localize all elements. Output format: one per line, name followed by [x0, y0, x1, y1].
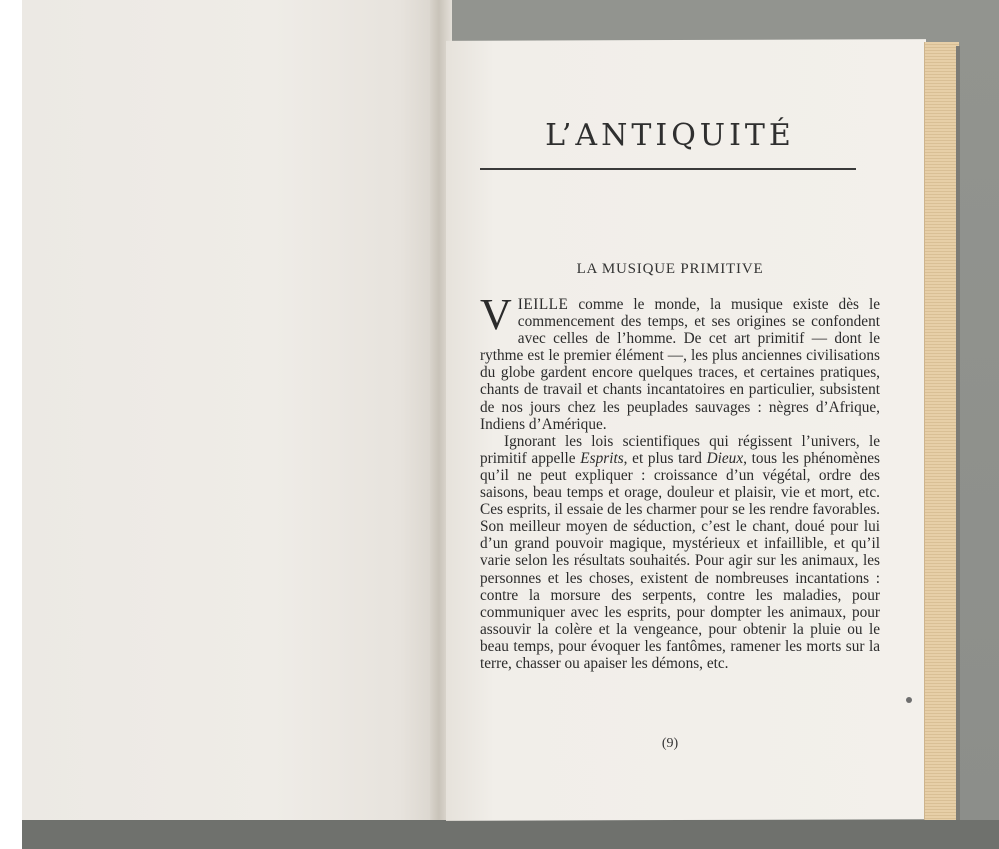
- chapter-title: L’ANTIQUITÉ: [545, 118, 795, 153]
- paragraph-2-text-a: Ignorant les lois scientifiques qui régissent l’univers, le primitif appelle: [480, 432, 880, 467]
- photo-border: [0, 0, 22, 849]
- paragraph-1: [480, 290, 880, 433]
- paragraph-2-text-b: , et plus tard: [623, 449, 707, 467]
- page-edges: [924, 42, 959, 820]
- left-blank-page: [22, 0, 442, 820]
- page-number: (9): [661, 736, 679, 751]
- paragraph-2-text-c: , tous les phénomènes qu’il ne peut expliquer : croissance d’un végétal, ordre des saisons, beau temps et orage, douleur et plaisir, vie et mort, etc. Ces esprits, il essaie de les charmer pour se les rendre favorables. Son meilleur moyen de séduction, c’est le chant, doué pour lui d’un grand pouvoir magique, mystérieux et infaillible, et qu’il varie selon les résultats souhaités. Pour agir sur les animaux, les personnes et les choses, existent de nombreuses incantations : contre la morsure des serpents, contre les maladies, pour communiquer avec les esprits, pour dompter les animaux, pour assouvir la colère et la vengeance, pour obtenir la pluie ou le beau temps, pour évoquer les fantômes, ramener les morts sur la terre, chasser ou apaiser les démons, etc.: [480, 449, 880, 672]
- italic-dieux: Dieux: [706, 449, 744, 467]
- paragraph-2: [480, 433, 880, 672]
- section-heading: LA MUSIQUE PRIMITIVE: [576, 261, 764, 277]
- body-text: [480, 290, 880, 672]
- table-surface: [22, 820, 999, 849]
- paragraph-1-text: comme le monde, la musique existe dès le commencement des temps, et ses origines se confondent avec celles de l’homme. De cet art primitif — dont le rythme est le premier élément —, les plus anciennes civilisations du globe gardent encore quelques traces, et certaines pratiques, chants de travail et chants incantatoires en particulier, subsistent de nos jours chez les peuplades sauvages : nègres d’Afrique, Indiens d’Amérique.: [480, 296, 880, 433]
- drop-cap: V: [480, 290, 512, 339]
- first-word-rest: IEILLE: [517, 296, 569, 313]
- title-rule: [480, 168, 856, 170]
- dust-speck: [906, 697, 912, 703]
- page-edges-shadow: [956, 46, 960, 820]
- italic-esprits: Esprits: [580, 449, 624, 467]
